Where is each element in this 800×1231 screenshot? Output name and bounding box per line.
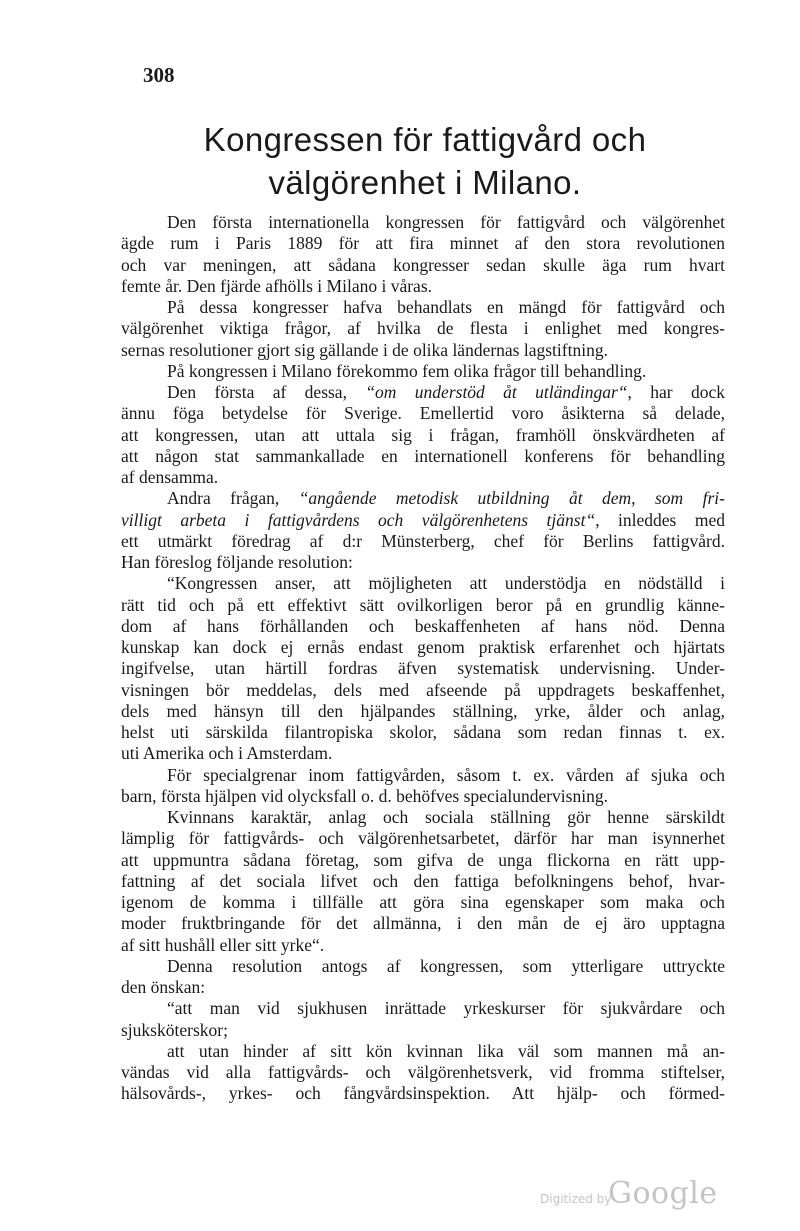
text-segment: Den första af dessa, [167,382,366,402]
text-line: ännu föga betydelse för Sverige. Emellertid voro åsikterna så delade, [121,403,725,424]
watermark-prefix: Digitized by [540,1192,612,1206]
article-body [121,212,725,1105]
text-line: För specialgrenar inom fattigvården, såsom t. ex. vården af sjuka och [167,764,725,785]
text-line: att kongressen, utan att uttala sig i frågan, framhöll önskvärdheten af [121,424,725,445]
italic-quote: “angående metodisk utbildning åt dem, som fri- [298,488,725,509]
text-line: barn, första hjälpen vid olycksfall o. d. behöfves specialundervisning. [121,785,608,806]
text-line: “Kongressen anser, att möjligheten att understödja en nödställd i [167,573,725,594]
text-line: af densamma. [121,467,219,487]
text-line: kunskap kan dock ej ernås endast genom praktisk erfarenhet och hjärtats [121,637,725,657]
text-line [121,488,725,509]
text-line: moder fruktbringande för det allmänna, i den mån de ej äro upptagna [121,913,725,934]
text-line: Den första internationella kongressen för fattigvård och välgörenhet [167,212,725,232]
text-line: ett utmärkt föredrag af d:r Münsterberg, chef för Berlins fattigvård. [121,530,725,551]
text-line: lämplig för fattigvårds- och välgörenhetsarbetet, därför har man isynnerhet [121,828,725,849]
text-line: rätt tid och på ett effektivt sätt ovilkorligen beror på en grundlig känne- [121,594,725,615]
text-line: välgörenhet viktiga frågor, af hvilka de flesta i enlighet med kongres- [121,318,725,339]
text-line: att uppmuntra sådana företag, som gifva de unga flickorna en rätt upp- [121,849,725,870]
text-line: af sitt hushåll eller sitt yrke“. [121,934,325,955]
text-line: hälsovårds-, yrkes- och fångvårdsinspektion. Att hjälp- och förmed- [121,1083,725,1104]
text-line: sjuksköterskor; [121,1019,228,1040]
text-line: Kvinnans karaktär, anlag och sociala ställning gör henne särskildt [167,807,725,827]
text-line: Han föreslog följande resolution: [121,552,353,572]
google-logo: Google [608,1176,718,1211]
text-line: att någon stat sammankallade en internationell konferens för behandling [121,445,725,466]
text-line: dom af hans förhållanden och beskaffenheten af hans nöd. Denna [121,615,725,636]
text-line: På dessa kongresser hafva behandlats en mängd för fattigvård och [167,297,725,317]
text-line: På kongressen i Milano förekommo fem olika frågor till behandling. [167,360,647,381]
text-line: femte år. Den fjärde afhölls i Milano i våras. [121,275,433,296]
article-title [100,118,750,204]
text-segment: , inleddes med [595,509,725,530]
text-line: dels med hänsyn till den hjälpandes ställning, yrke, ålder och anlag, [121,700,725,721]
digitized-by-google-watermark [540,1176,718,1216]
title-line-1: Kongressen för fattigvård och [203,121,647,158]
text-line: “att man vid sjukhusen inrättade yrkeskurser för sjukvårdare och [167,998,725,1019]
text-line [121,382,725,403]
text-line: ingifvelse, utan härtill fordras äfven systematisk undervisning. Under- [121,658,725,679]
text-line: sernas resolutioner gjort sig gällande i de olika ländernas lagstiftning. [121,339,608,360]
title-line-2: välgörenhet i Milano. [268,164,582,201]
text-line: visningen bör meddelas, dels med afseende på uppdragets beskaffenhet, [121,679,725,700]
text-segment: , har dock [627,382,725,402]
text-segment: Andra frågan, [167,488,299,509]
page-number: 308 [143,63,175,87]
text-line: och var meningen, att sådana kongresser sedan skulle äga rum hvart [121,254,725,275]
italic-quote: “om understöd åt utländingar“ [365,382,628,402]
text-line: ägde rum i Paris 1889 för att fira minnet af den stora revolutionen [121,233,725,254]
text-line: den önskan: [121,977,206,997]
text-line: igenom de komma i tillfälle att göra sina egenskaper som maka och [121,892,725,912]
italic-quote: villigt arbeta i fattigvårdens och välgörenhetens tjänst“ [121,509,596,530]
text-line: Denna resolution antogs af kongressen, som ytterligare uttryckte [167,955,725,976]
text-line: helst uti särskilda filantropiska skolor, sådana som redan finnas t. ex. [121,722,725,742]
text-line: uti Amerika och i Amsterdam. [121,743,333,764]
text-line: vändas vid alla fattigvårds- och välgörenhetsverk, vid fromma stiftelser, [121,1062,725,1082]
text-line [121,510,725,531]
text-line: fattning af det sociala lifvet och den fattiga befolkningens behof, hvar- [121,870,725,891]
text-line: att utan hinder af sitt kön kvinnan lika väl som mannen må an- [167,1040,725,1061]
